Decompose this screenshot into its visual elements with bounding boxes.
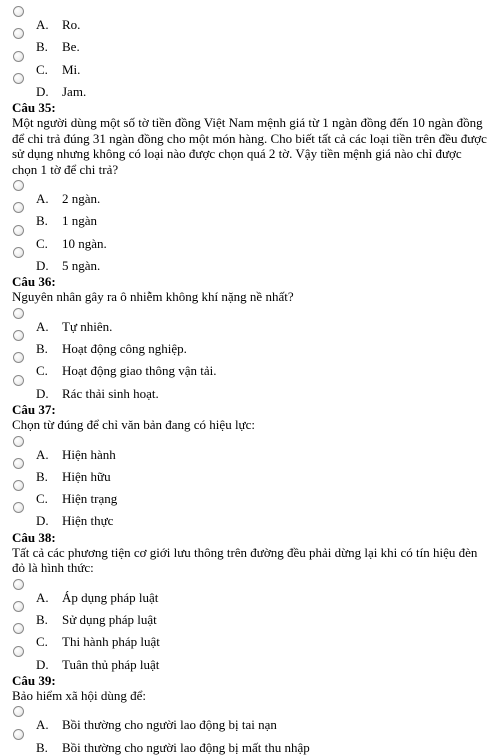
answer-option[interactable]	[12, 28, 492, 55]
option-letter: C.	[36, 491, 48, 507]
option-letter: C.	[36, 235, 48, 251]
radio-button-icon[interactable]	[13, 706, 24, 717]
question-number: Câu 35:	[12, 100, 56, 116]
option-letter: A.	[36, 717, 49, 733]
answer-option[interactable]	[12, 646, 492, 672]
question-block	[12, 529, 492, 672]
option-text: Hiện hữu	[62, 468, 111, 484]
option-letter: B.	[36, 341, 48, 357]
option-letter: A.	[36, 589, 49, 605]
option-text: 10 ngàn.	[62, 235, 107, 251]
radio-button-icon[interactable]	[13, 308, 24, 319]
option-text: Hoạt động công nghiệp.	[62, 341, 187, 357]
option-text: Be.	[62, 39, 80, 55]
option-text: Tự nhiên.	[62, 318, 113, 334]
radio-button-icon[interactable]	[13, 502, 24, 513]
option-text: 5 ngàn.	[62, 258, 101, 274]
option-text: Rác thải sinh hoạt.	[62, 385, 159, 401]
option-letter: B.	[36, 612, 48, 628]
answer-option[interactable]	[12, 601, 492, 628]
radio-button-icon[interactable]	[13, 225, 24, 236]
question-list	[12, 99, 492, 755]
question-text: Bảo hiểm xã hội dùng để:	[12, 687, 146, 703]
question-block	[12, 99, 492, 274]
radio-button-icon[interactable]	[13, 6, 24, 17]
question-text: Tất cả các phương tiện cơ giới lưu thông trên đường đều phải dừng lại khi có tín hiệu đèn đỏ là hình thức:	[12, 544, 478, 576]
answer-option[interactable]	[12, 623, 492, 650]
radio-button-icon[interactable]	[13, 436, 24, 447]
radio-button-icon[interactable]	[13, 623, 24, 634]
answer-option[interactable]	[12, 308, 492, 334]
option-text: Bồi thường cho người lao động bị mất thu nhập	[62, 739, 310, 755]
question-block	[12, 672, 492, 755]
option-text: Ro.	[62, 17, 81, 32]
question-text: Nguyên nhân gây ra ô nhiễm không khí nặng nề nhất?	[12, 289, 294, 305]
radio-button-icon[interactable]	[13, 375, 24, 386]
option-text: 1 ngàn	[62, 213, 98, 229]
option-letter: D.	[36, 83, 49, 99]
radio-button-icon[interactable]	[13, 180, 24, 191]
radio-button-icon[interactable]	[13, 601, 24, 612]
answer-options	[12, 579, 492, 672]
answer-options	[12, 180, 492, 274]
answer-option[interactable]	[12, 330, 492, 357]
answer-option[interactable]	[12, 6, 492, 32]
answer-options	[12, 706, 492, 755]
radio-button-icon[interactable]	[13, 352, 24, 363]
option-text: Sử dụng pháp luật	[62, 612, 157, 628]
option-letter: B.	[36, 468, 48, 484]
option-letter: D.	[36, 258, 49, 274]
option-text: Jam.	[62, 83, 87, 99]
answer-option[interactable]	[12, 247, 492, 274]
question-text: Một người dùng một số tờ tiền đồng Việt Nam mệnh giá từ 1 ngàn đồng đến 10 ngàn đồng để chi trả đúng 31 ngàn đồng cho một món hàng. Cho biết tất cả các loại tiền trên đều được sử dụng nhưng không có loại nào được chọn quá 2 tờ. Vậy tiền mệnh giá nào chỉ được chọn 1 tờ để chi trả?	[12, 115, 487, 177]
option-letter: D.	[36, 385, 49, 401]
option-letter: C.	[36, 363, 48, 379]
radio-button-icon[interactable]	[13, 729, 24, 740]
answer-option[interactable]	[12, 458, 492, 484]
radio-button-icon[interactable]	[13, 202, 24, 213]
radio-button-icon[interactable]	[13, 73, 24, 84]
option-letter: A.	[36, 446, 49, 462]
option-text: Bồi thường cho người lao động bị tai nạn	[62, 717, 277, 733]
answer-option[interactable]	[12, 706, 492, 733]
option-text: Áp dụng pháp luật	[62, 589, 159, 605]
question-text: Chọn từ đúng để chỉ văn bản đang có hiệu lực:	[12, 417, 255, 433]
option-letter: C.	[36, 634, 48, 650]
radio-button-icon[interactable]	[13, 51, 24, 62]
previous-question-options	[12, 6, 492, 99]
answer-options	[12, 436, 492, 529]
option-letter: A.	[36, 318, 49, 334]
question-number: Câu 36:	[12, 274, 56, 290]
option-text: Hiện hành	[62, 446, 116, 462]
answer-option[interactable]	[12, 729, 492, 755]
radio-button-icon[interactable]	[13, 646, 24, 657]
option-letter: A.	[36, 191, 49, 207]
option-letter: A.	[36, 17, 49, 32]
option-letter: B.	[36, 39, 48, 55]
question-number: Câu 37:	[12, 402, 56, 418]
answer-option[interactable]	[12, 180, 492, 207]
option-letter: B.	[36, 739, 48, 755]
option-text: Thi hành pháp luật	[62, 634, 160, 650]
answer-option[interactable]	[12, 352, 492, 379]
option-letter: D.	[36, 656, 49, 672]
option-text: 2 ngàn.	[62, 191, 101, 207]
option-letter: C.	[36, 61, 48, 77]
answer-option[interactable]	[12, 436, 492, 462]
option-text: Hiện thực	[62, 513, 114, 529]
option-text: Mi.	[62, 61, 81, 77]
question-number: Câu 38:	[12, 529, 56, 545]
option-text: Tuân thủ pháp luật	[62, 656, 160, 672]
answer-option[interactable]	[12, 480, 492, 507]
option-letter: B.	[36, 213, 48, 229]
answer-option[interactable]	[12, 579, 492, 605]
radio-button-icon[interactable]	[13, 28, 24, 39]
answer-option[interactable]	[12, 202, 492, 229]
question-block	[12, 401, 492, 529]
option-text: Hoạt động giao thông vận tải.	[62, 363, 217, 379]
radio-button-icon[interactable]	[13, 579, 24, 590]
option-text: Hiện trạng	[62, 491, 118, 507]
answer-option[interactable]	[12, 375, 492, 401]
answer-option[interactable]	[12, 73, 492, 99]
option-letter: D.	[36, 513, 49, 529]
question-block	[12, 273, 492, 401]
answer-option[interactable]	[12, 51, 492, 77]
answer-option[interactable]	[12, 502, 492, 529]
radio-button-icon[interactable]	[13, 330, 24, 341]
radio-button-icon[interactable]	[13, 480, 24, 491]
question-number: Câu 39:	[12, 672, 56, 688]
radio-button-icon[interactable]	[13, 458, 24, 469]
radio-button-icon[interactable]	[13, 247, 24, 258]
answer-option[interactable]	[12, 225, 492, 251]
answer-options	[12, 308, 492, 401]
